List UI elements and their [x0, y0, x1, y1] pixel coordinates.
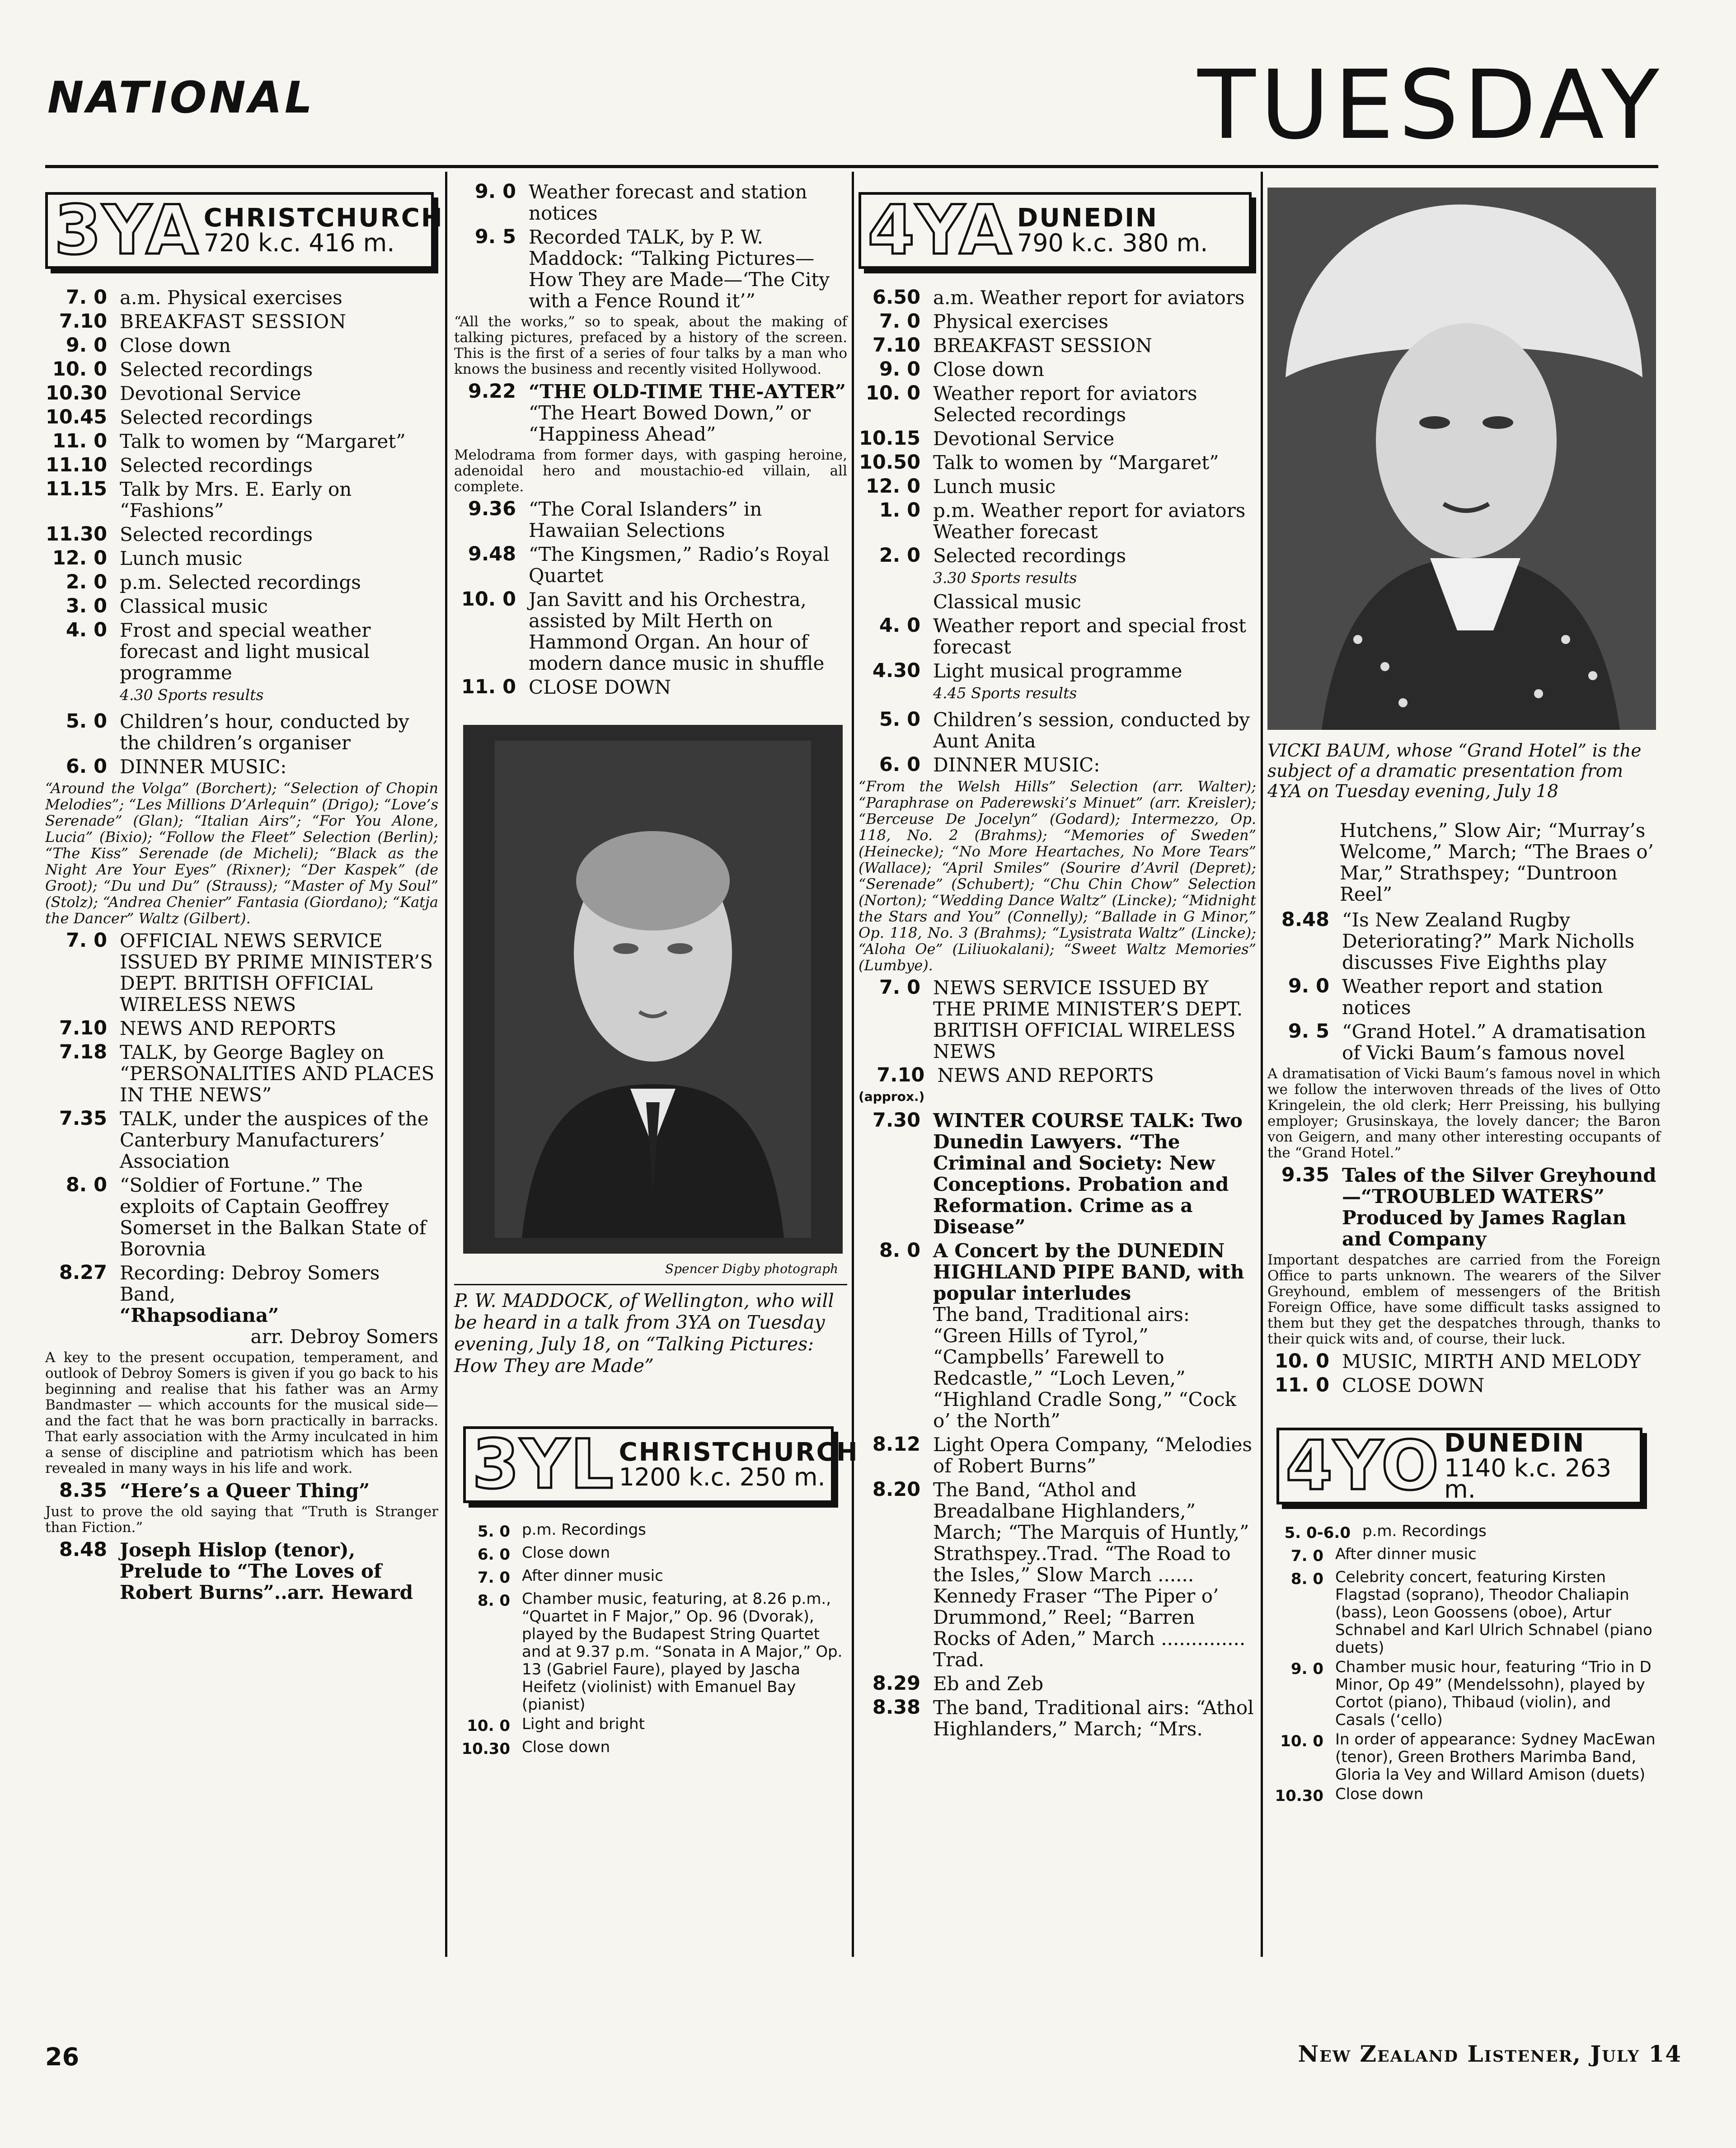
entry-time: 9. 5 — [1288, 1020, 1329, 1043]
entry-desc: Tales of the Silver Greyhound —“TROUBLED WATERS” Produced by James Raglan and Company — [1342, 1164, 1656, 1250]
entry-time: 8.27 — [59, 1261, 107, 1284]
entry-desc: “The Kingsmen,” Radio’s Royal Quartet — [529, 543, 830, 587]
programme-entry — [45, 1108, 438, 1172]
entry-time: 10. 0 — [467, 1717, 510, 1735]
entry-desc: a.m. Weather report for aviators — [933, 287, 1245, 309]
programme-entry — [859, 977, 1256, 1062]
entry-sub: The band, Traditional airs: “Green Hills of Tyrol,” “Campbells’ Farewell to Redcastle,” “Loch Leven,” “Highland Cradle Song,” “Cock o’ the North” — [933, 1303, 1237, 1432]
programme-entry — [454, 1716, 847, 1737]
entry-desc: “Is New Zealand Rugby Deteriorating?” Mark Nicholls discusses Five Eighths play — [1342, 909, 1635, 973]
entry-desc: Talk by Mrs. E. Early on “Fashions” — [120, 478, 352, 522]
entry-time: 10. 0 — [461, 588, 516, 611]
entry-desc: Selected recordings — [120, 523, 313, 545]
programme-entry — [859, 383, 1256, 425]
programme-entry — [454, 544, 847, 586]
programme-entry — [45, 596, 438, 617]
entry-time: 10.15 — [859, 427, 920, 450]
dinner-music-list: “From the Welsh Hills” Selection (arr. Walter); “Paraphrase on Paderewski’s Minuet” (arr. Kreisler); “Berceuse De Jocelyn” (Godard); Intermezzo, Op. 118, No. 2 (Brahms); “Memories of Sweden” (Heinecke); “No More Heartaches, No More Tears” (Wallace); “April Smiles” (Sourire d’Avril (Depret); “Serenade” (Schubert); “Chu Chin Chow” Selection (Norton); “Wedding Dance Waltz” (Lincke); “Midnight the Stars and You” (Connelly); “Ballade in G Minor,” Op. 118, No. 3 (Brahms); “Lysistrata Waltz” (Lincke); “Aloha Oe” (Liliuokalani); “Sweet Waltz Memories” (Lumbye). — [859, 778, 1256, 974]
entry-desc: Lunch music — [120, 547, 243, 569]
entry-desc: Light musical programme — [933, 660, 1182, 682]
entry-sub: Weather forecast — [933, 521, 1098, 543]
station-city: DUNEDIN — [1444, 1428, 1586, 1458]
entry-desc: Recording: Debroy Somers Band, — [120, 1262, 380, 1305]
station-frequency: 720 k.c. 416 m. — [203, 229, 395, 257]
programme-entry — [859, 359, 1256, 380]
entry-desc: Children’s session, conducted by Aunt Anita — [933, 709, 1250, 752]
programme-entry — [859, 1697, 1256, 1739]
programme-entry — [45, 524, 438, 545]
entry-desc: Weather report and station notices — [1342, 975, 1603, 1019]
entry-desc: Devotional Service — [120, 382, 301, 404]
entry-desc: In order of appearance: Sydney MacEwan (tenor), Green Brothers Marimba Band, Gloria la Vey and Willard Amison (duets) — [1335, 1730, 1656, 1784]
programme-entry — [1267, 1375, 1661, 1396]
programme-entry — [45, 335, 438, 356]
programme-entry — [859, 660, 1256, 706]
entry-desc: OFFICIAL NEWS SERVICE ISSUED BY PRIME MINISTER’S DEPT. BRITISH OFFICIAL WIRELESS NEWS — [120, 930, 433, 1015]
entry-sub-note: 3.30 Sports results — [933, 569, 1077, 587]
programme-entry — [45, 548, 438, 569]
entry-time: 4.30 — [872, 659, 920, 682]
programme-entry — [859, 615, 1256, 658]
entry-time: 12. 0 — [52, 547, 107, 569]
programme-entry — [1267, 1731, 1661, 1784]
entry-desc: NEWS AND REPORTS — [937, 1064, 1154, 1086]
entry-desc: DINNER MUSIC: — [120, 756, 287, 778]
entry-time: 10. 0 — [1280, 1732, 1323, 1750]
man-portrait-photo-icon — [495, 741, 811, 1238]
station-city: DUNEDIN — [1017, 203, 1158, 233]
entry-time: 7. 0 — [879, 310, 920, 333]
entry-desc: After dinner music — [1335, 1545, 1477, 1563]
baum-photo — [1267, 188, 1656, 730]
entry-desc: NEWS SERVICE ISSUED BY THE PRIME MINISTER’S DEPT. BRITISH OFFICIAL WIRELESS NEWS — [933, 977, 1243, 1062]
programme-entry — [454, 1544, 847, 1565]
entry-time: 8. 0 — [477, 1592, 510, 1610]
station-city: CHRISTCHURCH — [619, 1438, 859, 1467]
programme-entry — [1267, 1165, 1661, 1250]
station-callsign: 3YA — [54, 191, 199, 270]
entry-time: 7.35 — [59, 1107, 107, 1130]
entry-desc: Selected recordings — [933, 545, 1126, 567]
programme-entry — [859, 1434, 1256, 1476]
entry-desc: BREAKFAST SESSION — [933, 334, 1152, 357]
station-city: CHRISTCHURCH — [203, 203, 444, 233]
station-box-4yo — [1276, 1428, 1642, 1504]
entry-desc: Selected recordings — [120, 406, 313, 428]
maddock-photo — [463, 725, 843, 1254]
entry-approx: (approx.) — [859, 1089, 925, 1104]
entry-time: 6. 0 — [66, 755, 107, 778]
programme-entry — [859, 1065, 1256, 1107]
entry-time: 9. 0 — [879, 358, 920, 381]
entry-desc: Classical music — [120, 595, 268, 617]
station-callsign: 3YL — [472, 1425, 615, 1504]
entry-time: 10. 0 — [1274, 1350, 1329, 1372]
entry-time: 6. 0 — [477, 1546, 510, 1564]
programme-entry — [45, 1262, 438, 1347]
entry-desc: Recorded TALK, by P. W. Maddock: “Talking Pictures—How They are Made—‘The City with a Fence Round it’” — [529, 226, 830, 312]
entry-time: 5. 0-6.0 — [1284, 1524, 1351, 1542]
entry-desc: “THE OLD-TIME THE-AYTER” — [529, 381, 846, 403]
programme-entry — [45, 930, 438, 1015]
programme-entry — [1267, 1569, 1661, 1657]
programme-entry — [45, 287, 438, 308]
entry-time: 5. 0 — [477, 1523, 510, 1541]
page-number: 26 — [45, 2043, 80, 2071]
entry-desc: Close down — [1335, 1785, 1424, 1803]
entry-desc: TALK, by George Bagley on “PERSONALITIES AND PLACES IN THE NEWS” — [120, 1041, 435, 1106]
programme-entry — [859, 335, 1256, 356]
programme-entry — [454, 1521, 847, 1542]
programme-entry — [45, 359, 438, 380]
entry-desc: “Soldier of Fortune.” The exploits of Captain Geoffrey Somerset in the Balkan State of Borovnia — [120, 1174, 427, 1260]
entry-desc: Eb and Zeb — [933, 1673, 1044, 1695]
entry-time: 10. 0 — [52, 358, 107, 381]
programme-entry — [1267, 976, 1661, 1018]
entry-time: 7.10 — [59, 310, 107, 333]
station-frequency: 1200 k.c. 250 m. — [619, 1463, 826, 1491]
programme-entry — [1267, 1786, 1661, 1807]
dinner-music-list: “Around the Volga” (Borchert); “Selection of Chopin Melodies”; “Les Millions D’Arlequin” (Drigo); “Love’s Serenade” (Glan); “Italian Airs”; “For You Alone, Lucia” (Bixio); “Follow the Fleet” Selection (Berlin); “The Kiss” Serenade (de Micheli); “Black as the Night Are Your Eyes” (Rixner); “Der Kaspek” (de Groot); “Du und Du” (Strauss); “Master of My Soul” (Stolz); “Andrea Chenier” Fantasia (Giordano); “Katja the Dancer” Waltz (Gilbert). — [45, 780, 438, 927]
entry-time: 4. 0 — [66, 619, 107, 641]
entry-time: 11.15 — [45, 478, 107, 500]
programme-entry — [45, 1042, 438, 1105]
entry-time: 6. 0 — [879, 753, 920, 776]
programme-entry — [454, 1590, 847, 1714]
entry-desc: CLOSE DOWN — [529, 676, 671, 698]
programme-entry — [859, 476, 1256, 497]
programme-entry — [1267, 1351, 1661, 1372]
entry-time: 7.18 — [59, 1041, 107, 1063]
entry-desc: Jan Savitt and his Orchestra, assisted by Milt Herth on Hammond Organ. An hour of modern dance music in shuffle — [529, 588, 825, 674]
entry-desc: Devotional Service — [933, 428, 1115, 450]
entry-time: 9.48 — [468, 543, 516, 565]
entry-time: 8.48 — [1281, 908, 1329, 931]
woman-portrait-photo-icon — [1267, 188, 1656, 730]
programme-entry — [859, 428, 1256, 449]
column-divider — [852, 172, 854, 1957]
entry-time: 7.30 — [872, 1109, 920, 1132]
programme-entry — [45, 431, 438, 452]
entry-time: 7. 0 — [66, 929, 107, 952]
programme-entry — [45, 1480, 438, 1501]
programme-entry — [45, 1175, 438, 1260]
entry-continuation: Hutchens,” Slow Air; “Murray’s Welcome,” March; “The Braes o’ Mar,” Strathspey; “Duntroon Reel” — [1340, 819, 1654, 905]
entry-desc: “Here’s a Queer Thing” — [120, 1480, 370, 1502]
entry-desc: Talk to women by “Margaret” — [933, 451, 1219, 474]
entry-desc: “Grand Hotel.” A dramatisation of Vicki Baum’s famous novel — [1342, 1020, 1646, 1064]
programme-entry — [454, 677, 847, 698]
schedule-4yo — [1267, 1523, 1661, 1807]
entry-time: 7. 0 — [879, 976, 920, 999]
entry-desc: Weather report and special frost forecast — [933, 615, 1246, 658]
entry-desc: Children’s hour, conducted by the children’s organiser — [120, 710, 409, 754]
programme-entry — [454, 226, 847, 311]
maddock-caption: P. W. MADDOCK, of Wellington, who will be heard in a talk from 3YA on Tuesday evening, July 18, on “Talking Pictures: How They are Made” — [454, 1284, 847, 1377]
entry-time: 8. 0 — [1290, 1570, 1323, 1588]
column-3ya-cont — [454, 179, 859, 1762]
programme-entry — [859, 1240, 1256, 1431]
entry-time: 11.30 — [45, 523, 107, 545]
entry-desc: Close down — [933, 358, 1044, 381]
entry-title: “Rhapsodiana” — [120, 1304, 279, 1326]
entry-desc: MUSIC, MIRTH AND MELODY — [1342, 1350, 1641, 1372]
section-label: NATIONAL — [47, 72, 315, 123]
publication-footer: New Zealand Listener, July 14 — [1298, 2040, 1682, 2067]
top-rule — [45, 165, 1658, 168]
programme-entry — [1267, 1546, 1661, 1567]
entry-time: 12. 0 — [865, 475, 920, 498]
entry-desc: Talk to women by “Margaret” — [120, 430, 406, 452]
column-4ya-cont — [1267, 179, 1661, 1809]
station-box-3ya — [45, 191, 444, 270]
entry-desc: “The Coral Islanders” in Hawaiian Selections — [529, 498, 762, 541]
grand-hotel-note: A dramatisation of Vicki Baum’s famous novel in which we follow the interwoven threads of the lives of Otto Kringelein, the old clerk; Herr Preissing, his bullying employer; Grusinskaya, the lovely dancer; the Baron von Geigern, and many other interesting occupants of the “Grand Hotel.” — [1267, 1066, 1661, 1161]
entry-time: 7.10 — [872, 334, 920, 357]
entry-desc: Selected recordings — [120, 454, 313, 476]
programme-entry — [45, 455, 438, 476]
station-callsign: 4YA — [868, 191, 1013, 270]
entry-time: 8.48 — [59, 1538, 107, 1561]
programme-entry — [45, 711, 438, 753]
programme-entry — [45, 479, 438, 521]
queer-note: Just to prove the old saying that “Truth is Stranger than Fiction.” — [45, 1504, 438, 1536]
entry-time: 9. 0 — [1290, 1660, 1323, 1678]
programme-entry — [45, 407, 438, 428]
entry-time: 4. 0 — [879, 614, 920, 637]
entry-desc: p.m. Weather report for aviators — [933, 499, 1246, 522]
programme-entry — [454, 181, 847, 224]
somers-note: A key to the present occupation, temperament, and outlook of Debroy Somers is given if you go back to his beginning and realise that his father was an Army Bandmaster — which accounts for the musical side—and the fact that he was born practically in barracks. That early association with the Army inculcated in him a sense of discipline and patriotism which has been revealed in many ways in his life and work. — [45, 1349, 438, 1476]
programme-entry — [1267, 909, 1661, 973]
entry-desc: A Concert by the DUNEDIN HIGHLAND PIPE BAND, with popular interludes — [933, 1240, 1244, 1304]
programme-entry — [1267, 1659, 1661, 1729]
entry-time: 10. 0 — [865, 382, 920, 404]
station-box-3yl — [463, 1425, 859, 1504]
entry-time: 9. 0 — [1288, 975, 1329, 997]
photo-credit: Spencer Digby photograph — [665, 1261, 838, 1276]
entry-desc: Light and bright — [522, 1715, 645, 1733]
entry-desc: The Band, “Athol and Breadalbane Highlanders,” March; “The Marquis of Huntly,” Strathspey..Trad. “The Road to the Isles,” Slow March ...... Kennedy Fraser “The Piper o’ Drummond,” Reel; “Barren Rocks of Aden,” March .............. Trad. — [933, 1479, 1249, 1671]
entry-time: 9. 0 — [474, 180, 516, 203]
entry-time: 10.30 — [45, 382, 107, 404]
entry-time: 8. 0 — [66, 1174, 107, 1196]
programme-entry — [454, 381, 847, 445]
entry-sub-note: 4.30 Sports results — [120, 686, 264, 704]
entry-time: 6.50 — [872, 286, 920, 309]
entry-desc: p.m. Selected recordings — [120, 571, 361, 593]
programme-entry — [859, 754, 1256, 776]
entry-desc: p.m. Recordings — [522, 1521, 646, 1539]
entry-desc: Lunch music — [933, 475, 1056, 498]
entry-time: 9. 0 — [66, 334, 107, 357]
entry-time: 9.22 — [468, 380, 516, 403]
entry-desc: Joseph Hislop (tenor), Prelude to “The Loves of Robert Burns”..arr. Heward — [120, 1539, 413, 1603]
station-callsign: 4YO — [1286, 1427, 1440, 1505]
programme-entry — [45, 311, 438, 332]
column-3ya — [45, 179, 444, 1606]
programme-entry — [859, 1673, 1256, 1694]
entry-desc: Chamber music, featuring, at 8.26 p.m., “Quartet in F Major,” Op. 96 (Dvorak), played by the Budapest String Quartet and at 9.37 p.m. “Sonata in A Major,” Op. 13 (Gabriel Faure), played by Jascha Heifetz (violinist) with Emanuel Bay (pianist) — [522, 1590, 843, 1714]
melodrama-note: Melodrama from former days, with gasping heroine, adenoidal hero and moustachio-ed villain, all complete. — [454, 447, 847, 495]
entry-time: 5. 0 — [66, 710, 107, 733]
entry-sub-note: 4.45 Sports results — [933, 684, 1077, 702]
entry-time: 9. 5 — [474, 226, 516, 248]
entry-time: 9.35 — [1281, 1164, 1329, 1186]
entry-time: 8.12 — [872, 1433, 920, 1456]
programme-entry — [454, 1739, 847, 1760]
programme-entry — [45, 620, 438, 708]
schedule-3yl — [454, 1521, 847, 1760]
day-heading: TUESDAY — [1197, 50, 1664, 160]
station-box-4ya — [859, 192, 1252, 269]
greyhound-note: Important despatches are carried from the Foreign Office to parts unknown. The wearers of the Silver Greyhound, emblem of messengers of the British Foreign Office, have some difficult tasks assigned to them but they get the despatches through, thanks to their quick wits and, of course, their luck. — [1267, 1252, 1661, 1347]
entry-time: 10.50 — [859, 451, 920, 474]
entry-desc: Selected recordings — [120, 358, 313, 381]
entry-desc: Chamber music hour, featuring “Trio in D Minor, Op 49” (Mendelssohn), played by Cortot (piano), Thibaud (violin), and Casals (‘cello) — [1335, 1658, 1652, 1729]
entry-time: 7. 0 — [66, 286, 107, 309]
entry-desc: Light Opera Company, “Melodies of Robert Burns” — [933, 1434, 1252, 1477]
entry-time: 11. 0 — [461, 676, 516, 698]
entry-time: 5. 0 — [879, 708, 920, 731]
entry-desc: NEWS AND REPORTS — [120, 1017, 337, 1039]
entry-desc: Frost and special weather forecast and light musical programme — [120, 619, 371, 684]
column-divider — [445, 172, 447, 1957]
programme-entry — [859, 452, 1256, 473]
entry-time: 11. 0 — [52, 430, 107, 452]
programme-entry — [454, 498, 847, 541]
entry-desc: DINNER MUSIC: — [933, 754, 1100, 776]
programme-entry — [1267, 1523, 1661, 1544]
entry-credit: arr. Debroy Somers — [250, 1325, 438, 1348]
programme-entry — [45, 756, 438, 777]
programme-entry — [454, 1567, 847, 1589]
entry-time: 8.20 — [872, 1478, 920, 1501]
entry-time: 11. 0 — [1274, 1374, 1329, 1396]
entry-desc: Physical exercises — [933, 310, 1108, 333]
entry-time: 8.35 — [59, 1479, 107, 1502]
programme-entry — [1267, 1021, 1661, 1063]
entry-time: 7.10 — [877, 1064, 925, 1086]
programme-entry — [859, 1479, 1256, 1670]
entry-desc: TALK, under the auspices of the Canterbury Manufacturers’ Association — [120, 1108, 429, 1172]
programme-entry — [859, 287, 1256, 308]
entry-time: 11.10 — [45, 454, 107, 476]
entry-desc: Close down — [120, 334, 231, 357]
programme-entry — [45, 572, 438, 593]
entry-time: 8.29 — [872, 1672, 920, 1695]
entry-time: 2. 0 — [66, 571, 107, 593]
entry-desc: BREAKFAST SESSION — [120, 310, 347, 333]
entry-desc: WINTER COURSE TALK: Two Dunedin Lawyers. “The Criminal and Society: New Conceptions. Probation and Reformation. Crime as a Disease” — [933, 1109, 1243, 1238]
entry-time: 10.30 — [461, 1740, 510, 1758]
programme-entry — [45, 1018, 438, 1039]
station-frequency: 790 k.c. 380 m. — [1017, 229, 1208, 257]
entry-desc: a.m. Physical exercises — [120, 287, 343, 309]
programme-entry — [859, 500, 1256, 542]
entry-sub: “The Heart Bowed Down,” or “Happiness Ahead” — [529, 402, 811, 445]
entry-time: 8.38 — [872, 1696, 920, 1719]
entry-desc: The band, Traditional airs: “Athol Highlanders,” March; “Mrs. — [933, 1697, 1254, 1740]
entry-time: 10.30 — [1275, 1787, 1323, 1805]
entry-time: 7. 0 — [477, 1569, 510, 1587]
programme-entry — [45, 383, 438, 404]
entry-desc: Celebrity concert, featuring Kirsten Flagstad (soprano), Theodor Chaliapin (bass), Leon Goossens (oboe), Artur Schnabel and Karl Ulrich Schnabel (piano duets) — [1335, 1568, 1652, 1657]
column-divider — [1261, 172, 1263, 1957]
entry-time: 8. 0 — [879, 1239, 920, 1262]
entry-desc: p.m. Recordings — [1362, 1522, 1487, 1540]
entry-desc: Weather forecast and station notices — [529, 181, 807, 224]
works-note: “All the works,” so to speak, about the making of talking pictures, prefaced by a history of the screen. This is the first of a series of four talks by a man who knows the business and recently visited Hollywood. — [454, 314, 847, 377]
programme-entry — [859, 545, 1256, 612]
entry-time: 9.36 — [468, 498, 516, 520]
programme-entry — [859, 709, 1256, 752]
entry-sub: Classical music — [933, 591, 1081, 613]
station-frequency: 1140 k.c. 263 m. — [1444, 1453, 1612, 1504]
programme-entry — [859, 1110, 1256, 1237]
programme-entry — [45, 1539, 438, 1603]
entry-desc: Weather report for aviators Selected recordings — [933, 382, 1197, 426]
entry-desc: Close down — [522, 1544, 610, 1562]
entry-desc: CLOSE DOWN — [1342, 1374, 1485, 1396]
column-4ya — [859, 179, 1256, 1742]
baum-caption: VICKI BAUM, whose “Grand Hotel” is the subject of a dramatic presentation from 4YA on Tuesday evening, July 18 — [1267, 741, 1642, 802]
entry-time: 3. 0 — [66, 595, 107, 617]
programme-entry — [859, 311, 1256, 332]
entry-time: 10.45 — [45, 406, 107, 428]
entry-time: 7.10 — [59, 1017, 107, 1039]
entry-time: 1. 0 — [879, 499, 920, 522]
entry-time: 7. 0 — [1290, 1547, 1323, 1565]
entry-desc: After dinner music — [522, 1567, 663, 1585]
programme-entry — [454, 589, 847, 674]
entry-time: 2. 0 — [879, 544, 920, 567]
entry-desc: Close down — [522, 1738, 610, 1756]
